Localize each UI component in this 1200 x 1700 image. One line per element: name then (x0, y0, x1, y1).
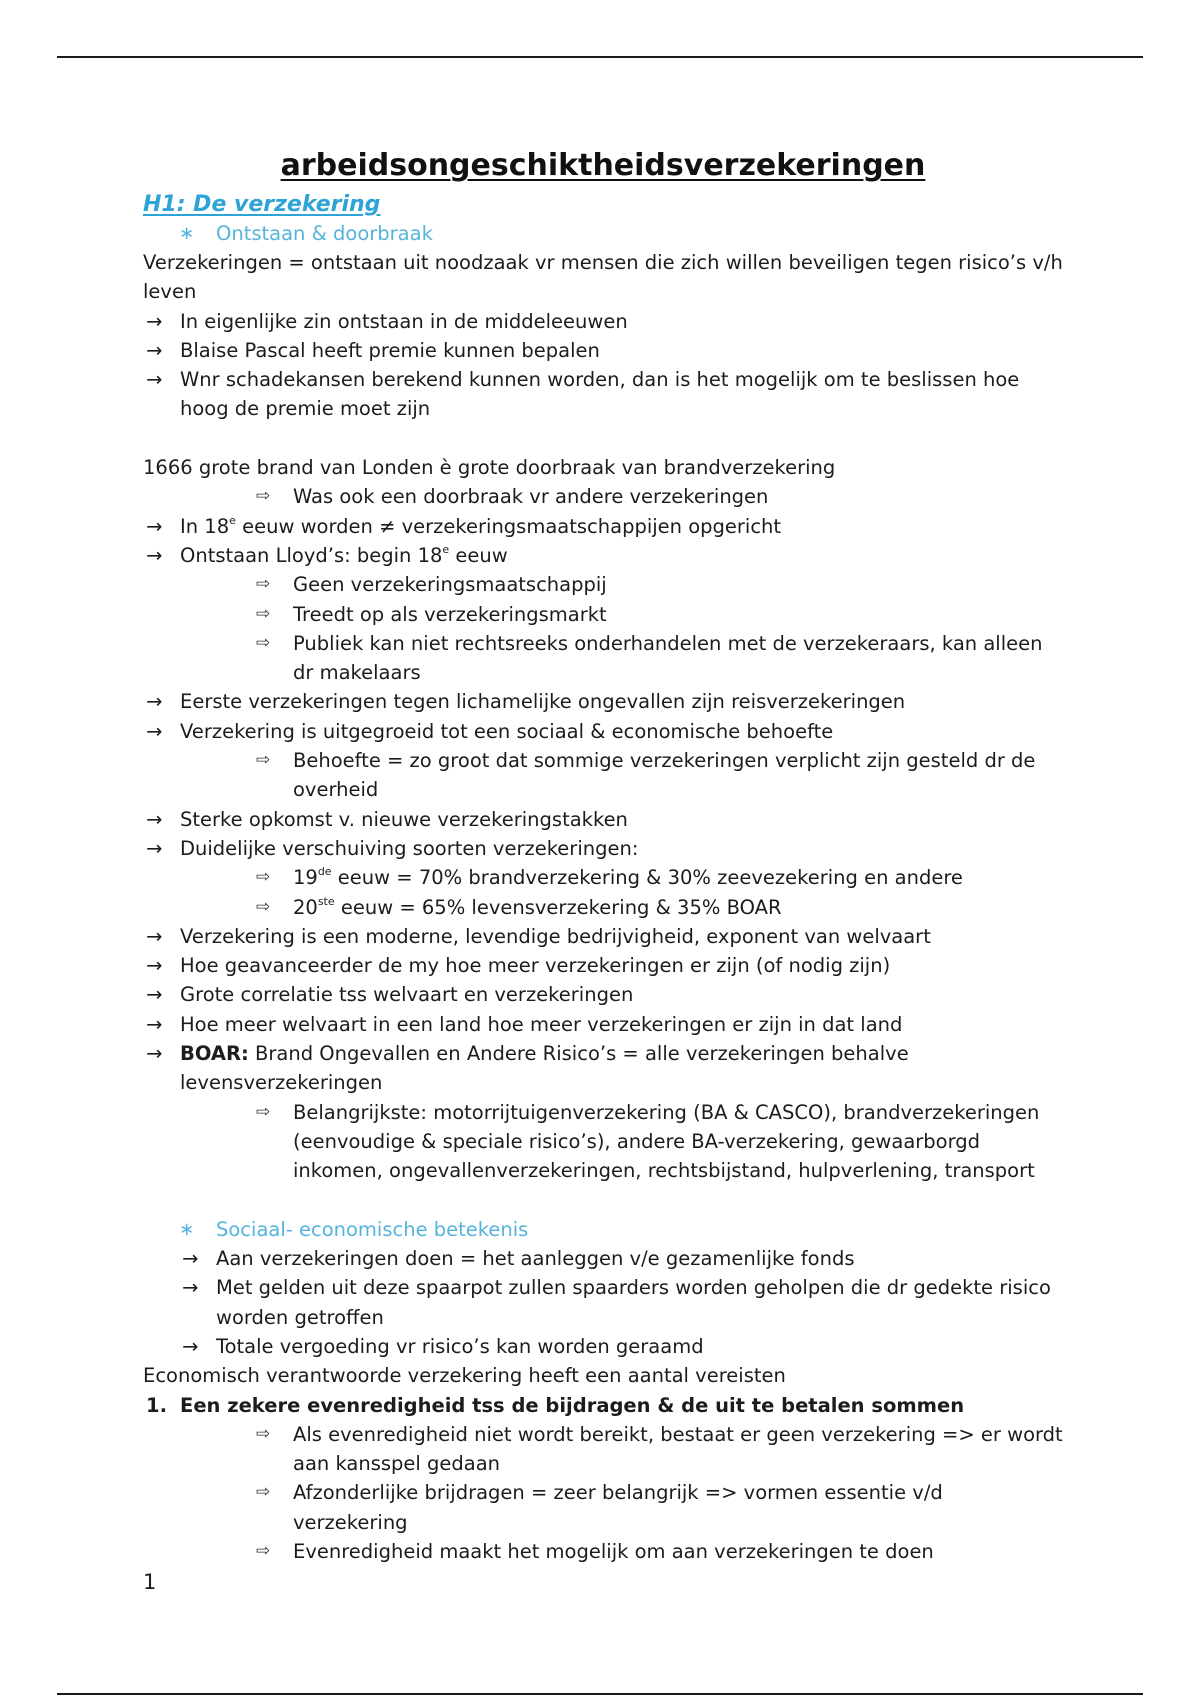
arrow-icon: → (146, 543, 163, 567)
numbered-item: 1. Een zekere evenredigheid tss de bijdragen & de uit te betalen sommen (143, 1391, 1063, 1420)
sub-list-item: ⇨ Evenredigheid maakt het mogelijk om aan verzekeringen te doen (143, 1537, 1063, 1566)
asterisk-icon: ∗ (179, 1218, 195, 1240)
section-heading-ontstaan: ∗ Ontstaan & doorbraak (143, 220, 1063, 248)
spacer (143, 1186, 1063, 1215)
list-item: → Sterke opkomst v. nieuwe verzekeringstakken (143, 805, 1063, 834)
list-item: → In 18e eeuw worden ≠ verzekeringsmaatschappijen opgericht (143, 512, 1063, 541)
arrow-icon: → (146, 514, 163, 538)
chapter-heading: H1: De verzekering (143, 192, 381, 217)
sub-list-item: ⇨ Treedt op als verzekeringsmarkt (143, 600, 1063, 629)
arrow-icon: → (146, 690, 163, 714)
asterisk-icon: ∗ (179, 223, 195, 244)
arrow-icon: → (146, 338, 163, 362)
hollow-arrow-icon: ⇨ (256, 1541, 271, 1562)
hollow-arrow-icon: ⇨ (256, 1101, 271, 1122)
arrow-icon: → (146, 368, 163, 392)
brand-line: 1666 grote brand van Londen è grote doorbraak van brandverzekering (143, 456, 836, 480)
sub-list-item-cont: (eenvoudige & speciale risico’s), andere BA-verzekering, gewaarborgd (293, 1129, 981, 1153)
arrow-icon: → (146, 1012, 163, 1036)
sub-list-item: ⇨ 20ste eeuw = 65% levensverzekering & 35% BOAR (143, 893, 1063, 922)
hollow-arrow-icon: ⇨ (256, 486, 271, 507)
page-number: 1 (143, 1570, 157, 1594)
list-item: → Grote correlatie tss welvaart en verzekeringen (143, 980, 1063, 1009)
arrow-icon: → (146, 924, 163, 948)
sub-list-item: ⇨ Behoefte = zo groot dat sommige verzekeringen verplicht zijn gesteld dr de (143, 746, 1063, 775)
sub-list-item: ⇨ Was ook een doorbraak vr andere verzekeringen (143, 482, 1063, 511)
arrow-icon: → (146, 983, 163, 1007)
footer-rule (57, 1693, 1143, 1695)
document-title: arbeidsongeschiktheidsverzekeringen (280, 148, 926, 183)
sub-list-item-cont: dr makelaars (293, 661, 421, 685)
intro-line-cont: leven (143, 280, 197, 304)
list-item: → Verzekering is een moderne, levendige bedrijvigheid, exponent van welvaart (143, 922, 1063, 951)
sub-list-item: ⇨ Afzonderlijke brijdragen = zeer belangrijk => vormen essentie v/d verzekering (143, 1478, 1063, 1537)
list-item-cont: levensverzekeringen (180, 1071, 383, 1095)
list-item: → Eerste verzekeringen tegen lichamelijke ongevallen zijn reisverzekeringen (143, 687, 1063, 716)
intro-line: Verzekeringen = ontstaan uit noodzaak vr mensen die zich willen beveiligen tegen risico’s v/h (143, 251, 1063, 274)
header-rule (57, 56, 1143, 58)
hollow-arrow-icon: ⇨ (256, 632, 271, 653)
arrow-icon: → (146, 954, 163, 978)
hollow-arrow-icon: ⇨ (256, 574, 271, 595)
list-item: → Blaise Pascal heeft premie kunnen bepalen (143, 336, 1063, 365)
sub-list-item-cont: inkomen, ongevallenverzekeringen, rechtsbijstand, hulpverlening, transport (293, 1159, 1035, 1183)
arrow-icon: → (146, 309, 163, 333)
sub-list-item-cont: overheid (293, 778, 379, 802)
arrow-icon: → (146, 719, 163, 743)
sub-list-item: ⇨ Belangrijkste: motorrijtuigenverzekering (BA & CASCO), brandverzekeringen (143, 1098, 1063, 1127)
econ-line: Economisch verantwoorde verzekering heeft een aantal vereisten (143, 1364, 786, 1388)
list-item: → In eigenlijke zin ontstaan in de middeleeuwen (143, 307, 1063, 336)
hollow-arrow-icon: ⇨ (256, 867, 271, 888)
list-item: → Met gelden uit deze spaarpot zullen spaarders worden geholpen die dr gedekte risico (143, 1273, 1063, 1302)
list-item: → BOAR: Brand Ongevallen en Andere Risico’s = alle verzekeringen behalve (143, 1039, 1063, 1068)
hollow-arrow-icon: ⇨ (256, 1423, 271, 1444)
spacer (143, 424, 1063, 453)
list-item: → Duidelijke verschuiving soorten verzekeringen: (143, 834, 1063, 863)
arrow-icon: → (146, 836, 163, 860)
list-item-cont: hoog de premie moet zijn (180, 397, 431, 421)
arrow-icon: → (182, 1247, 199, 1271)
sub-list-item-cont: aan kansspel gedaan (293, 1452, 501, 1476)
section-heading-sociaal: ∗ Sociaal- economische betekenis (143, 1215, 1063, 1244)
hollow-arrow-icon: ⇨ (256, 896, 271, 917)
sub-list-item: ⇨ Publiek kan niet rechtsreeks onderhandelen met de verzekeraars, kan alleen (143, 629, 1063, 658)
arrow-icon: → (182, 1334, 199, 1358)
arrow-icon: → (146, 807, 163, 831)
list-item: → Totale vergoeding vr risico’s kan worden geraamd (143, 1332, 1063, 1361)
sub-list-item: ⇨ 19de eeuw = 70% brandverzekering & 30% zeevezekering en andere (143, 863, 1063, 892)
list-item: → Hoe meer welvaart in een land hoe meer verzekeringen er zijn in dat land (143, 1010, 1063, 1039)
hollow-arrow-icon: ⇨ (256, 1482, 271, 1503)
list-item: → Aan verzekeringen doen = het aanleggen v/e gezamenlijke fonds (143, 1244, 1063, 1273)
arrow-icon: → (182, 1276, 199, 1300)
hollow-arrow-icon: ⇨ (256, 750, 271, 771)
list-item: → Ontstaan Lloyd’s: begin 18e eeuw (143, 541, 1063, 570)
arrow-icon: → (146, 1042, 163, 1066)
hollow-arrow-icon: ⇨ (256, 603, 271, 624)
list-item: → Wnr schadekansen berekend kunnen worden, dan is het mogelijk om te beslissen hoe (143, 365, 1063, 394)
document-page (143, 142, 1063, 1566)
sub-list-item: ⇨ Als evenredigheid niet wordt bereikt, bestaat er geen verzekering => er wordt (143, 1420, 1063, 1449)
list-item: → Hoe geavanceerder de my hoe meer verzekeringen er zijn (of nodig zijn) (143, 951, 1063, 980)
list-item-cont: worden getroffen (216, 1305, 384, 1329)
item-number: 1. (146, 1393, 167, 1417)
sub-list-item: ⇨ Geen verzekeringsmaatschappij (143, 570, 1063, 599)
list-item: → Verzekering is uitgegroeid tot een sociaal & economische behoefte (143, 717, 1063, 746)
